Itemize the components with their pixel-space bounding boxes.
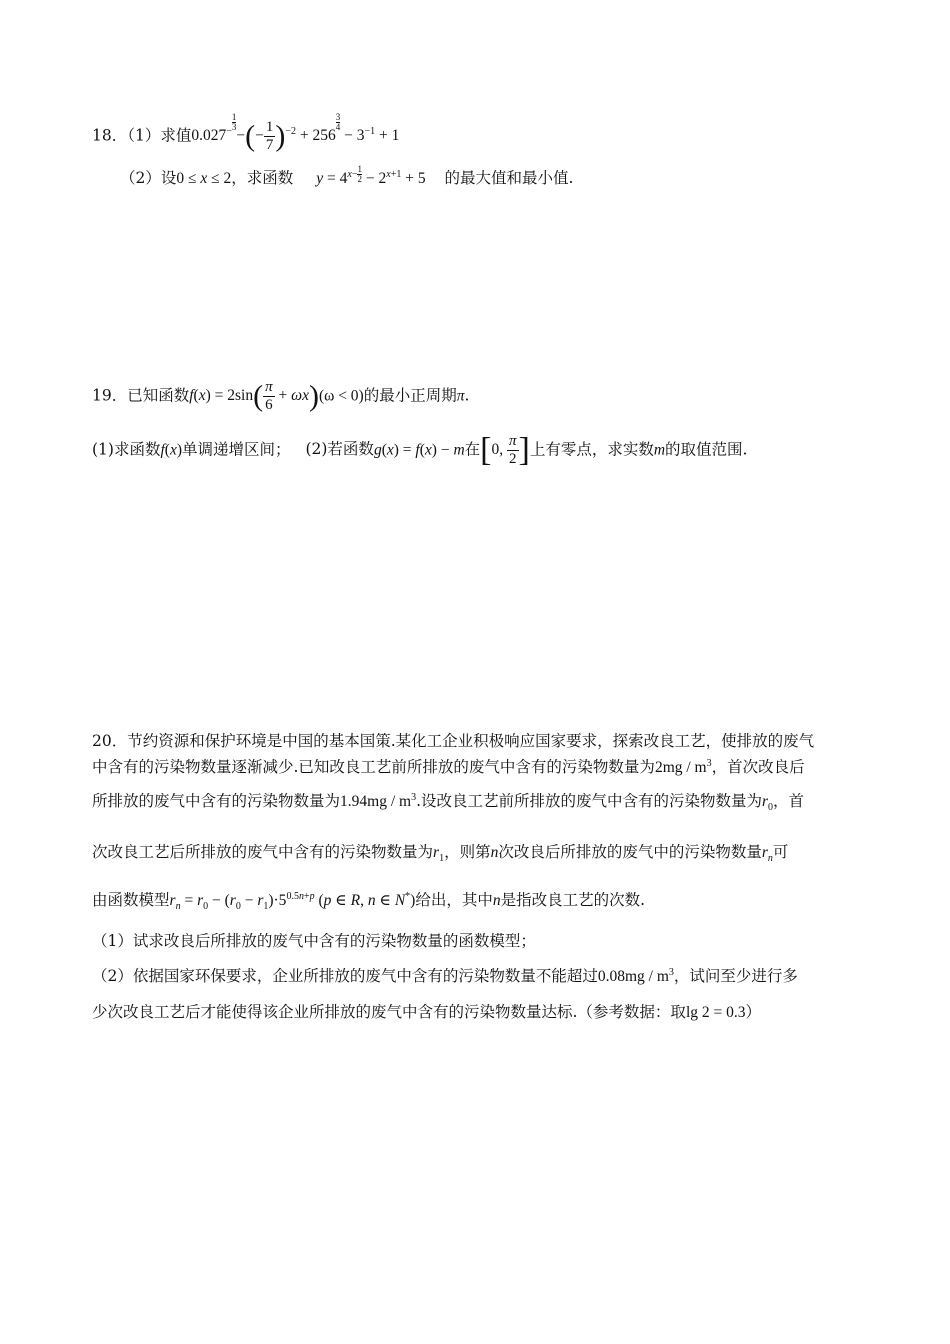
q20-line3: 所排放的废气中含有的污染物数量为$1.94mg / m^3$.设改良工艺前所排放的废气中含有的污染物数量为$r_0$，首 — [92, 791, 805, 814]
q18-part1: 18．（1）求值$0.027^{- \frac{1}{3}}$ −(− $\frac{1}{7}$ )$^{-2}$ + 256 $^{\frac{3}{4}}$ − $3^{-1} + 1$ — [92, 111, 400, 154]
q18-part2: （2）设0 ≤ x ≤ 2，求函数 $y = 4^{x- \frac{1}{2}}$ − $2^{x+1} + 5$ 的最大值和最小值. — [120, 163, 574, 187]
q20-part2-line2: 少次改良工艺后才能使得该企业所排放的废气中含有的污染物数量达标.（参考数据：取lg 2 = 0.3） — [92, 1003, 762, 1021]
q19-stem: 19．已知函数f(x) = 2sin( $\frac{\pi}{6}$ + ωx)(ω < 0)的最小正周期π. — [92, 379, 470, 414]
q20-line1: 20．节约资源和保护环境是中国的基本国策.某化工企业积极响应国家要求，探索改良工艺，使排放的废气 — [92, 732, 815, 750]
q19-parts: (1)求函数f(x)单调递增区间； (2)若函数g(x) = f(x) − m在[0, $\frac{\pi}{2}$ ]上有零点，求实数m的取值范围. — [92, 431, 748, 469]
q20-line4: 次改良工艺后所排放的废气中含有的污染物数量为$r_1$，则第n次改良后所排放的废气中的污染物数量$r_n$可 — [92, 843, 789, 865]
q18-function: $y = 4^{x- \frac{1}{2}}$ − $2^{x+1} + 5$ — [316, 163, 426, 187]
q20-line2: 中含有的污染物数量逐渐减少.已知改良工艺前所排放的废气中含有的污染物数量为$2mg / m^3$，首次改良后 — [92, 757, 805, 776]
q20-line5: 由函数模型$r_n = r_0 - (r_0 - r_1)\cdot 5^{0.5n+p}$ (p ∈ R, n ∈ N*)给出，其中n是指改良工艺的次数. — [92, 890, 646, 913]
q20-model: $r_n = r_0 - (r_0 - r_1)\cdot 5^{0.5n+p}$ (p ∈ R, n ∈ N*) — [169, 890, 416, 913]
q19-function: f(x) = 2sin( $\frac{\pi}{6}$ + ωx) — [189, 379, 319, 414]
q18-expression: $0.027^{- \frac{1}{3}}$ −(− $\frac{1}{7}$ )$^{-2}$ + 256 $^{\frac{3}{4}}$ − $3^{-1} + 1$ — [191, 111, 400, 154]
q20-part2-line1: （2）依据国家环保要求，企业所排放的废气中含有的污染物数量不能超过$0.08mg / m^3$，试问至少进行多 — [92, 966, 798, 985]
q20-part1: （1）试求改良后所排放的废气中含有的污染物数量的函数模型； — [92, 932, 536, 950]
